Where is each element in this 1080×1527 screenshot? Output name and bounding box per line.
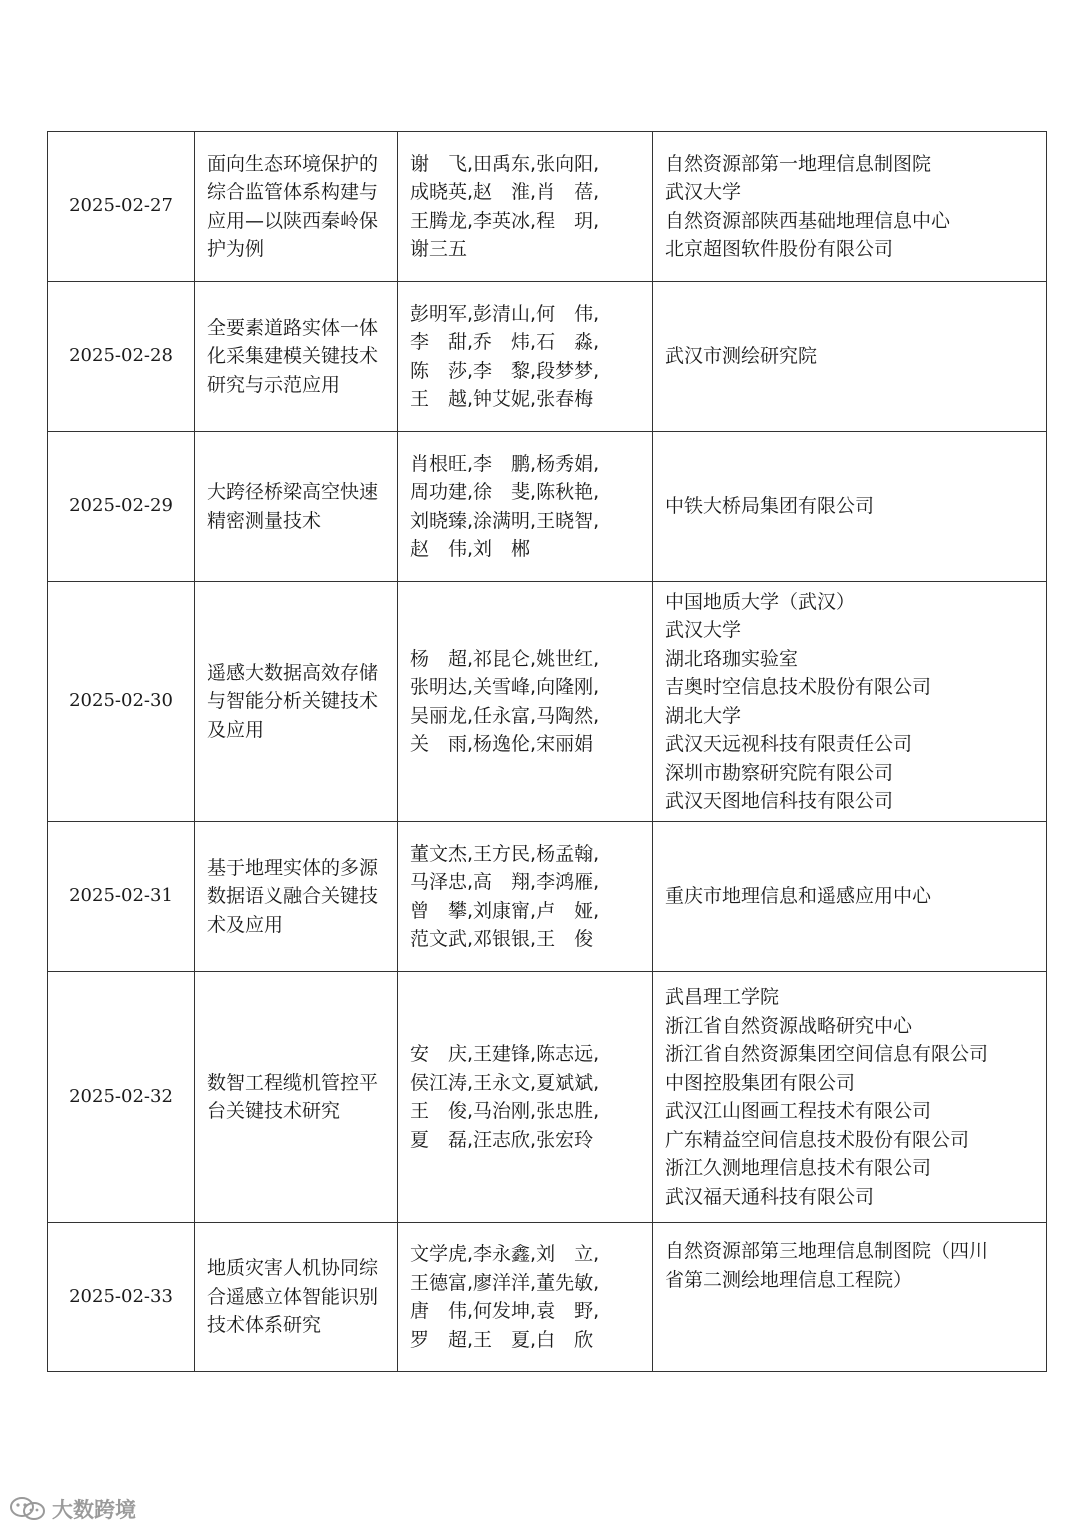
unit-line: 自然资源部第一地理信息制图院	[665, 152, 932, 175]
member-line: 文学虎,李永鑫,刘 立,	[410, 1243, 600, 1265]
unit-line: 武汉天图地信科技有限公司	[665, 790, 894, 812]
project-members	[398, 972, 653, 1223]
member-line: 张明达,关雪峰,向隆刚,	[410, 676, 600, 698]
table-row	[48, 1223, 1047, 1372]
project-units	[653, 972, 1047, 1223]
unit-line: 北京超图软件股份有限公司	[665, 238, 894, 260]
member-line: 陈 莎,李 黎,段梦梦,	[410, 359, 600, 382]
unit-line: 吉奥时空信息技术股份有限公司	[665, 676, 932, 698]
member-line: 夏 磊,汪志欣,张宏玲	[410, 1128, 594, 1151]
member-line: 赵 伟,刘 郴	[410, 538, 531, 560]
project-members	[398, 132, 653, 282]
unit-line: 浙江省自然资源集团空间信息有限公司	[665, 1043, 989, 1065]
project-title-cell	[195, 822, 398, 972]
member-line: 谢 飞,田禹东,张向阳,	[410, 152, 600, 175]
project-title-cell	[195, 132, 398, 282]
unit-line: 湖北大学	[665, 704, 742, 727]
unit-line: 自然资源部第三地理信息制图院（四川	[665, 1240, 989, 1262]
project-units	[653, 582, 1047, 822]
member-line: 肖根旺,李 鹏,杨秀娟,	[410, 452, 600, 475]
unit-line: 浙江久测地理信息技术有限公司	[665, 1157, 932, 1179]
project-title: 数智工程缆机管控平台关键技术研究	[207, 1071, 379, 1122]
project-title: 大跨径桥梁高空快速精密测量技术	[207, 481, 379, 532]
project-number: 2025-02-30	[48, 582, 195, 822]
member-line: 成晓英,赵 淮,肖 蓓,	[410, 181, 600, 203]
unit-line: 武汉大学	[665, 181, 742, 203]
project-title-cell	[195, 1223, 398, 1372]
table-row	[48, 822, 1047, 972]
project-number: 2025-02-33	[48, 1223, 195, 1372]
member-line: 董文杰,王方民,杨孟翰,	[410, 842, 600, 865]
unit-line: 中图控股集团有限公司	[665, 1071, 856, 1094]
project-number: 2025-02-29	[48, 432, 195, 582]
project-title: 遥感大数据高效存储与智能分析关键技术及应用	[207, 661, 379, 741]
project-units	[653, 1223, 1047, 1372]
unit-line: 广东精益空间信息技术股份有限公司	[665, 1128, 970, 1151]
unit-line: 自然资源部陕西基础地理信息中心	[665, 209, 951, 232]
member-line: 吴丽龙,任永富,马陶然,	[410, 704, 600, 727]
watermark	[8, 1494, 136, 1524]
watermark-text: 大数跨境	[52, 1498, 136, 1522]
project-title-cell	[195, 282, 398, 432]
member-line: 谢三五	[410, 238, 468, 260]
project-members	[398, 282, 653, 432]
project-units	[653, 822, 1047, 972]
project-units	[653, 132, 1047, 282]
table-row	[48, 432, 1047, 582]
project-units	[653, 432, 1047, 582]
table-row	[48, 282, 1047, 432]
project-number: 2025-02-27	[48, 132, 195, 282]
table-row	[48, 582, 1047, 822]
project-units	[653, 282, 1047, 432]
member-line: 王 俊,马治刚,张忠胜,	[410, 1100, 600, 1122]
member-line: 彭明军,彭清山,何 伟,	[410, 302, 600, 325]
project-number: 2025-02-28	[48, 282, 195, 432]
unit-line: 武汉大学	[665, 619, 742, 641]
project-number: 2025-02-31	[48, 822, 195, 972]
member-line: 安 庆,王建锋,陈志远,	[410, 1043, 600, 1065]
member-line: 罗 超,王 夏,白 欣	[410, 1328, 594, 1351]
member-line: 王腾龙,李英冰,程 玥,	[410, 209, 600, 232]
member-line: 范文武,邓银银,王 俊	[410, 928, 594, 950]
unit-line: 武汉天远视科技有限责任公司	[665, 733, 913, 755]
unit-line: 武汉江山图画工程技术有限公司	[665, 1100, 932, 1122]
unit-line: 武汉福天通科技有限公司	[665, 1185, 875, 1208]
unit-line: 重庆市地理信息和遥感应用中心	[665, 885, 932, 908]
project-title-cell	[195, 432, 398, 582]
unit-line: 深圳市勘察研究院有限公司	[665, 761, 894, 784]
unit-line: 浙江省自然资源战略研究中心	[665, 1014, 913, 1037]
unit-line: 省第二测绘地理信息工程院）	[665, 1268, 913, 1291]
unit-line: 武汉市测绘研究院	[665, 345, 818, 368]
project-number: 2025-02-32	[48, 972, 195, 1223]
member-line: 周功建,徐 斐,陈秋艳,	[410, 481, 600, 503]
project-members	[398, 432, 653, 582]
unit-line: 中铁大桥局集团有限公司	[665, 495, 875, 518]
project-members	[398, 582, 653, 822]
table-body	[48, 132, 1047, 1372]
unit-line: 武昌理工学院	[665, 986, 780, 1008]
unit-line: 中国地质大学（武汉）	[665, 590, 856, 613]
project-title-cell	[195, 972, 398, 1223]
member-line: 关 雨,杨逸伦,宋丽娟	[410, 733, 594, 755]
table-row	[48, 972, 1047, 1223]
member-line: 刘晓臻,涂满明,王晓智,	[410, 509, 600, 532]
member-line: 杨 超,祁昆仑,姚世红,	[410, 647, 600, 670]
project-title: 地质灾害人机协同综合遥感立体智能识别技术体系研究	[207, 1257, 379, 1337]
member-line: 曾 攀,刘康甯,卢 娅,	[410, 899, 600, 922]
award-table	[47, 131, 1047, 1372]
member-line: 王 越,钟艾妮,张春梅	[410, 388, 594, 410]
member-line: 王德富,廖洋洋,董先敏,	[410, 1271, 600, 1294]
wechat-logo-icon	[8, 1496, 48, 1522]
project-title: 基于地理实体的多源数据语义融合关键技术及应用	[207, 856, 379, 936]
member-line: 唐 伟,何发坤,袁 野,	[410, 1300, 600, 1322]
project-members	[398, 822, 653, 972]
unit-line: 湖北珞珈实验室	[665, 647, 799, 670]
project-title-cell	[195, 582, 398, 822]
member-line: 侯江涛,王永文,夏斌斌,	[410, 1071, 600, 1094]
project-members	[398, 1223, 653, 1372]
project-title: 全要素道路实体一体化采集建模关键技术研究与示范应用	[207, 316, 379, 396]
member-line: 马泽忠,高 翔,李鸿雁,	[410, 871, 600, 893]
table-row	[48, 132, 1047, 282]
member-line: 李 甜,乔 炜,石 淼,	[410, 331, 600, 353]
project-title: 面向生态环境保护的综合监管体系构建与应用—以陕西秦岭保护为例	[207, 152, 379, 260]
